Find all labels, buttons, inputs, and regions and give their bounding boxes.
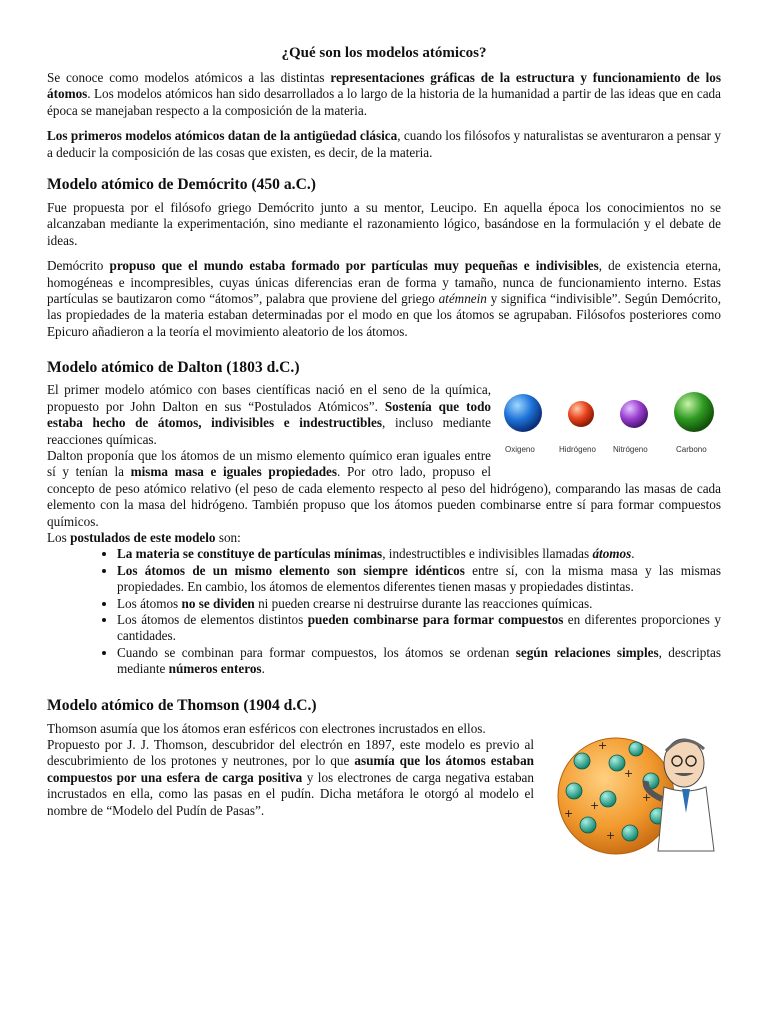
svg-text:+: +: [606, 828, 616, 842]
nitrogen-atom-icon: [620, 400, 648, 428]
plum-pudding-atom-icon: [546, 721, 721, 861]
atom-label-hydrogen: Hidrógeno: [559, 445, 596, 455]
atom-label-carbon: Carbono: [676, 445, 707, 455]
svg-text:+: +: [598, 738, 608, 752]
democrito-paragraph-2: Demócrito propuso que el mundo estaba formado por partículas muy pequeñas e indivisibles, de existencia eterna, homogéneas e incompresibles, cuyas únicas diferencias eran de forma y tamaño, nunca de funcionamiento interno. Estas partículas se bautizaron como “átomos”, palabra que proviene del griego atémnein y significa “indivisible”. Según Demócrito, las propiedades de la materia estaban determinadas por el modo en que los átomos se agrupaban. Filósofos posteriores como Epicuro añadieron a la teoría el movimiento aleatorio de los átomos.: [47, 258, 721, 339]
list-item: • Los átomos de un mismo elemento son siempre idénticos entre sí, con la misma masa y las mismas propiedades. En cambio, los átomos de elementos diferentes tienen masas y propiedades distintas.: [117, 563, 721, 596]
svg-text:+: +: [624, 766, 634, 780]
svg-text:+: +: [564, 806, 574, 820]
oxygen-atom-icon: [504, 394, 542, 432]
thomson-heading: Modelo atómico de Thomson (1904 d.C.): [47, 696, 317, 714]
svg-text:+: +: [642, 790, 652, 804]
democrito-heading: Modelo atómico de Demócrito (450 a.C.): [47, 176, 316, 194]
page-title: ¿Qué son los modelos atómicos?: [281, 45, 487, 61]
list-item: • Cuando se combinan para formar compuestos, los átomos se ordenan según relaciones simples, descriptas mediante números enteros.: [117, 645, 721, 678]
intro-paragraph-1: Se conoce como modelos atómicos a las distintas representaciones gráficas de la estructura y funcionamiento de los átomos. Los modelos atómicos han sido desarrollados a lo largo de la historia de la humanidad a partir de las ideas que en cada época se manejaban respecto a la composición de la materia.: [47, 70, 721, 118]
atoms-illustration: [501, 384, 721, 464]
thomson-paragraph-2: Propuesto por J. J. Thomson, descubridor del electrón en 1897, este modelo es previo al descubrimiento de los protones y neutrones, por lo que asumía que los átomos estaban compuestos por una esfera de carga positiva y los electrones de carga negativa estaban incrustados en ella, como las pasas en el pudín. Dicha metáfora le otorgó al modelo el nombre de “Modelo del Pudín de Pasas”.: [47, 737, 535, 818]
atoms-svg: [501, 384, 721, 444]
democrito-paragraph-1: Fue propuesta por el filósofo griego Demócrito junto a su mentor, Leucipo. En aquella época los conocimientos no se alcanzaban mediante la experimentación, sino mediante el razonamiento lógico, basándose en la formulación y el debate de ideas.: [47, 200, 721, 248]
document-page: [47, 0, 721, 865]
carbon-atom-icon: [674, 392, 714, 432]
dalton-paragraph-2: Dalton proponía que los átomos de un mismo elemento químico eran iguales entre sí y tenían la misma masa e iguales propiedades. Por otro lado, propuso el concepto de peso atómico relativo (el peso de cada elemento respecto al peso del hidrógeno), comparando las masas de cada elemento con la masa del hidrógeno. También propuso que los átomos pueden combinarse entre sí para formar compuestos químicos.: [47, 447, 721, 529]
atom-label-oxygen: Oxigeno: [505, 445, 535, 455]
dalton-paragraph-3: Los postulados de este modelo son:: [47, 529, 241, 545]
hydrogen-atom-icon: [568, 401, 594, 427]
dalton-paragraph-1: El primer modelo atómico con bases científicas nació en el seno de la química, propuesto por John Dalton en sus “Postulados Atómicos”. Sostenía que todo estaba hecho de átomos, indivisibles e indestructibles, incluso mediante reacciones químicas.: [47, 382, 491, 447]
dalton-heading: Modelo atómico de Dalton (1803 d.C.): [47, 359, 300, 377]
list-item: • La materia se constituye de partículas mínimas, indestructibles e indivisibles llamadas átomos.: [117, 546, 721, 562]
intro-paragraph-2: Los primeros modelos atómicos datan de la antigüedad clásica, cuando los filósofos y naturalistas se aventuraron a pensar y a deducir la composición de las cosas que existen, es decir, de la materia.: [47, 128, 722, 160]
thomson-illustration: [546, 721, 721, 861]
thomson-paragraph-1: Thomson asumía que los átomos eran esféricos con electrones incrustados en ellos.: [47, 720, 486, 736]
svg-text:+: +: [590, 798, 600, 812]
list-item: • Los átomos no se dividen ni pueden crearse ni destruirse durante las reacciones químicas.: [117, 596, 721, 612]
list-item: • Los átomos de elementos distintos pueden combinarse para formar compuestos en diferentes proporciones y cantidades.: [117, 612, 721, 645]
dalton-postulates-list: [47, 546, 721, 677]
atom-label-nitrogen: Nitrógeno: [613, 445, 648, 455]
